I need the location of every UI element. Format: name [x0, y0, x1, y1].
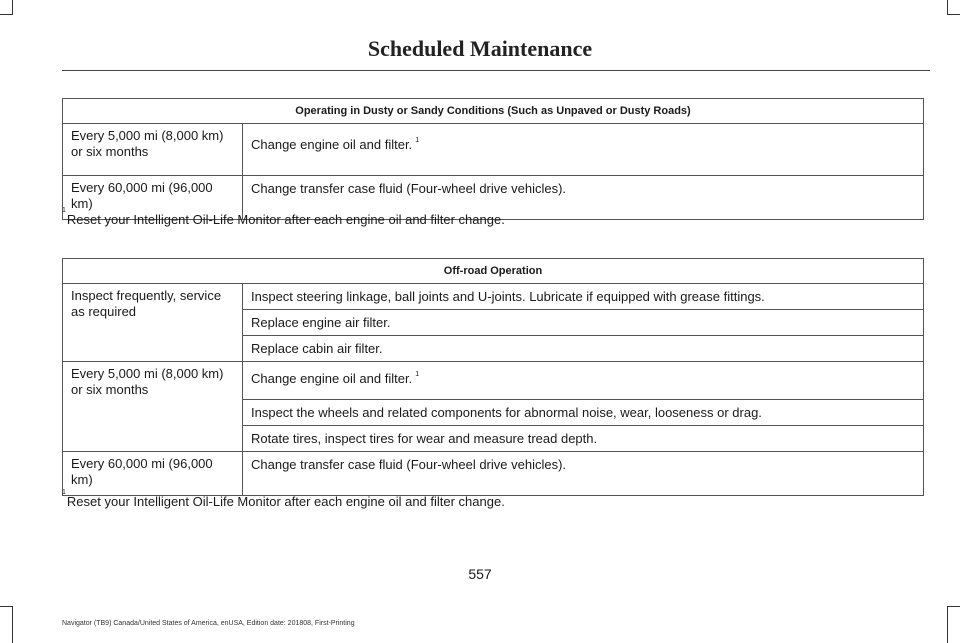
schedule-cell: Inspect frequently, service as required — [63, 284, 243, 362]
schedule-cell: Every 60,000 mi (96,000 km) — [63, 176, 243, 220]
crop-mark-top-right — [947, 0, 948, 14]
off-road-table — [62, 258, 924, 496]
action-cell: Replace engine air filter. — [243, 310, 924, 336]
schedule-cell: Every 60,000 mi (96,000 km) — [63, 452, 243, 496]
page-title: Scheduled Maintenance — [367, 36, 593, 61]
footnote-mark: 1 — [62, 489, 66, 496]
footnote — [62, 489, 505, 509]
dusty-conditions-heading: Operating in Dusty or Sandy Conditions (Such as Unpaved or Dusty Roads) — [63, 99, 924, 124]
footnote-ref: 1 — [415, 371, 420, 378]
action-text: Change engine oil and filter. — [251, 137, 413, 152]
dusty-conditions-table — [62, 98, 924, 220]
action-cell — [243, 362, 924, 400]
table-row — [63, 284, 924, 310]
table-row — [63, 362, 924, 400]
action-cell: Inspect steering linkage, ball joints and U-joints. Lubricate if equipped with grease fittings. — [243, 284, 924, 310]
table-row — [63, 452, 924, 496]
crop-mark-top-left — [12, 0, 13, 14]
footnote-ref: 1 — [415, 137, 420, 144]
crop-mark-bottom-right-h — [947, 606, 960, 607]
crop-mark-bottom-left-h — [0, 606, 13, 607]
action-text: Change engine oil and filter. — [251, 371, 413, 386]
page-number: 557 — [468, 566, 492, 582]
action-cell: Replace cabin air filter. — [243, 336, 924, 362]
footnote-text: Reset your Intelligent Oil-Life Monitor after each engine oil and filter change. — [66, 212, 505, 227]
footnote-text: Reset your Intelligent Oil-Life Monitor after each engine oil and filter change. — [66, 494, 505, 509]
crop-mark-top-left-h — [0, 14, 13, 15]
title-divider — [62, 70, 930, 71]
schedule-cell: Every 5,000 mi (8,000 km) or six months — [63, 124, 243, 176]
action-cell: Change transfer case fluid (Four-wheel drive vehicles). — [243, 176, 924, 220]
action-cell: Rotate tires, inspect tires for wear and measure tread depth. — [243, 426, 924, 452]
crop-mark-top-right-h — [947, 14, 960, 15]
schedule-cell: Every 5,000 mi (8,000 km) or six months — [63, 362, 243, 452]
footnote — [62, 207, 505, 227]
action-cell — [243, 124, 924, 176]
footnote-mark: 1 — [62, 207, 66, 214]
off-road-heading: Off-road Operation — [63, 259, 924, 284]
crop-mark-bottom-left — [12, 606, 13, 643]
table-row — [63, 124, 924, 176]
crop-mark-bottom-right — [947, 606, 948, 643]
print-footer: Navigator (TB9) Canada/United States of America, enUSA, Edition date: 201808, First-Printing — [62, 620, 355, 627]
action-cell: Change transfer case fluid (Four-wheel drive vehicles). — [243, 452, 924, 496]
action-cell: Inspect the wheels and related components for abnormal noise, wear, looseness or drag. — [243, 400, 924, 426]
